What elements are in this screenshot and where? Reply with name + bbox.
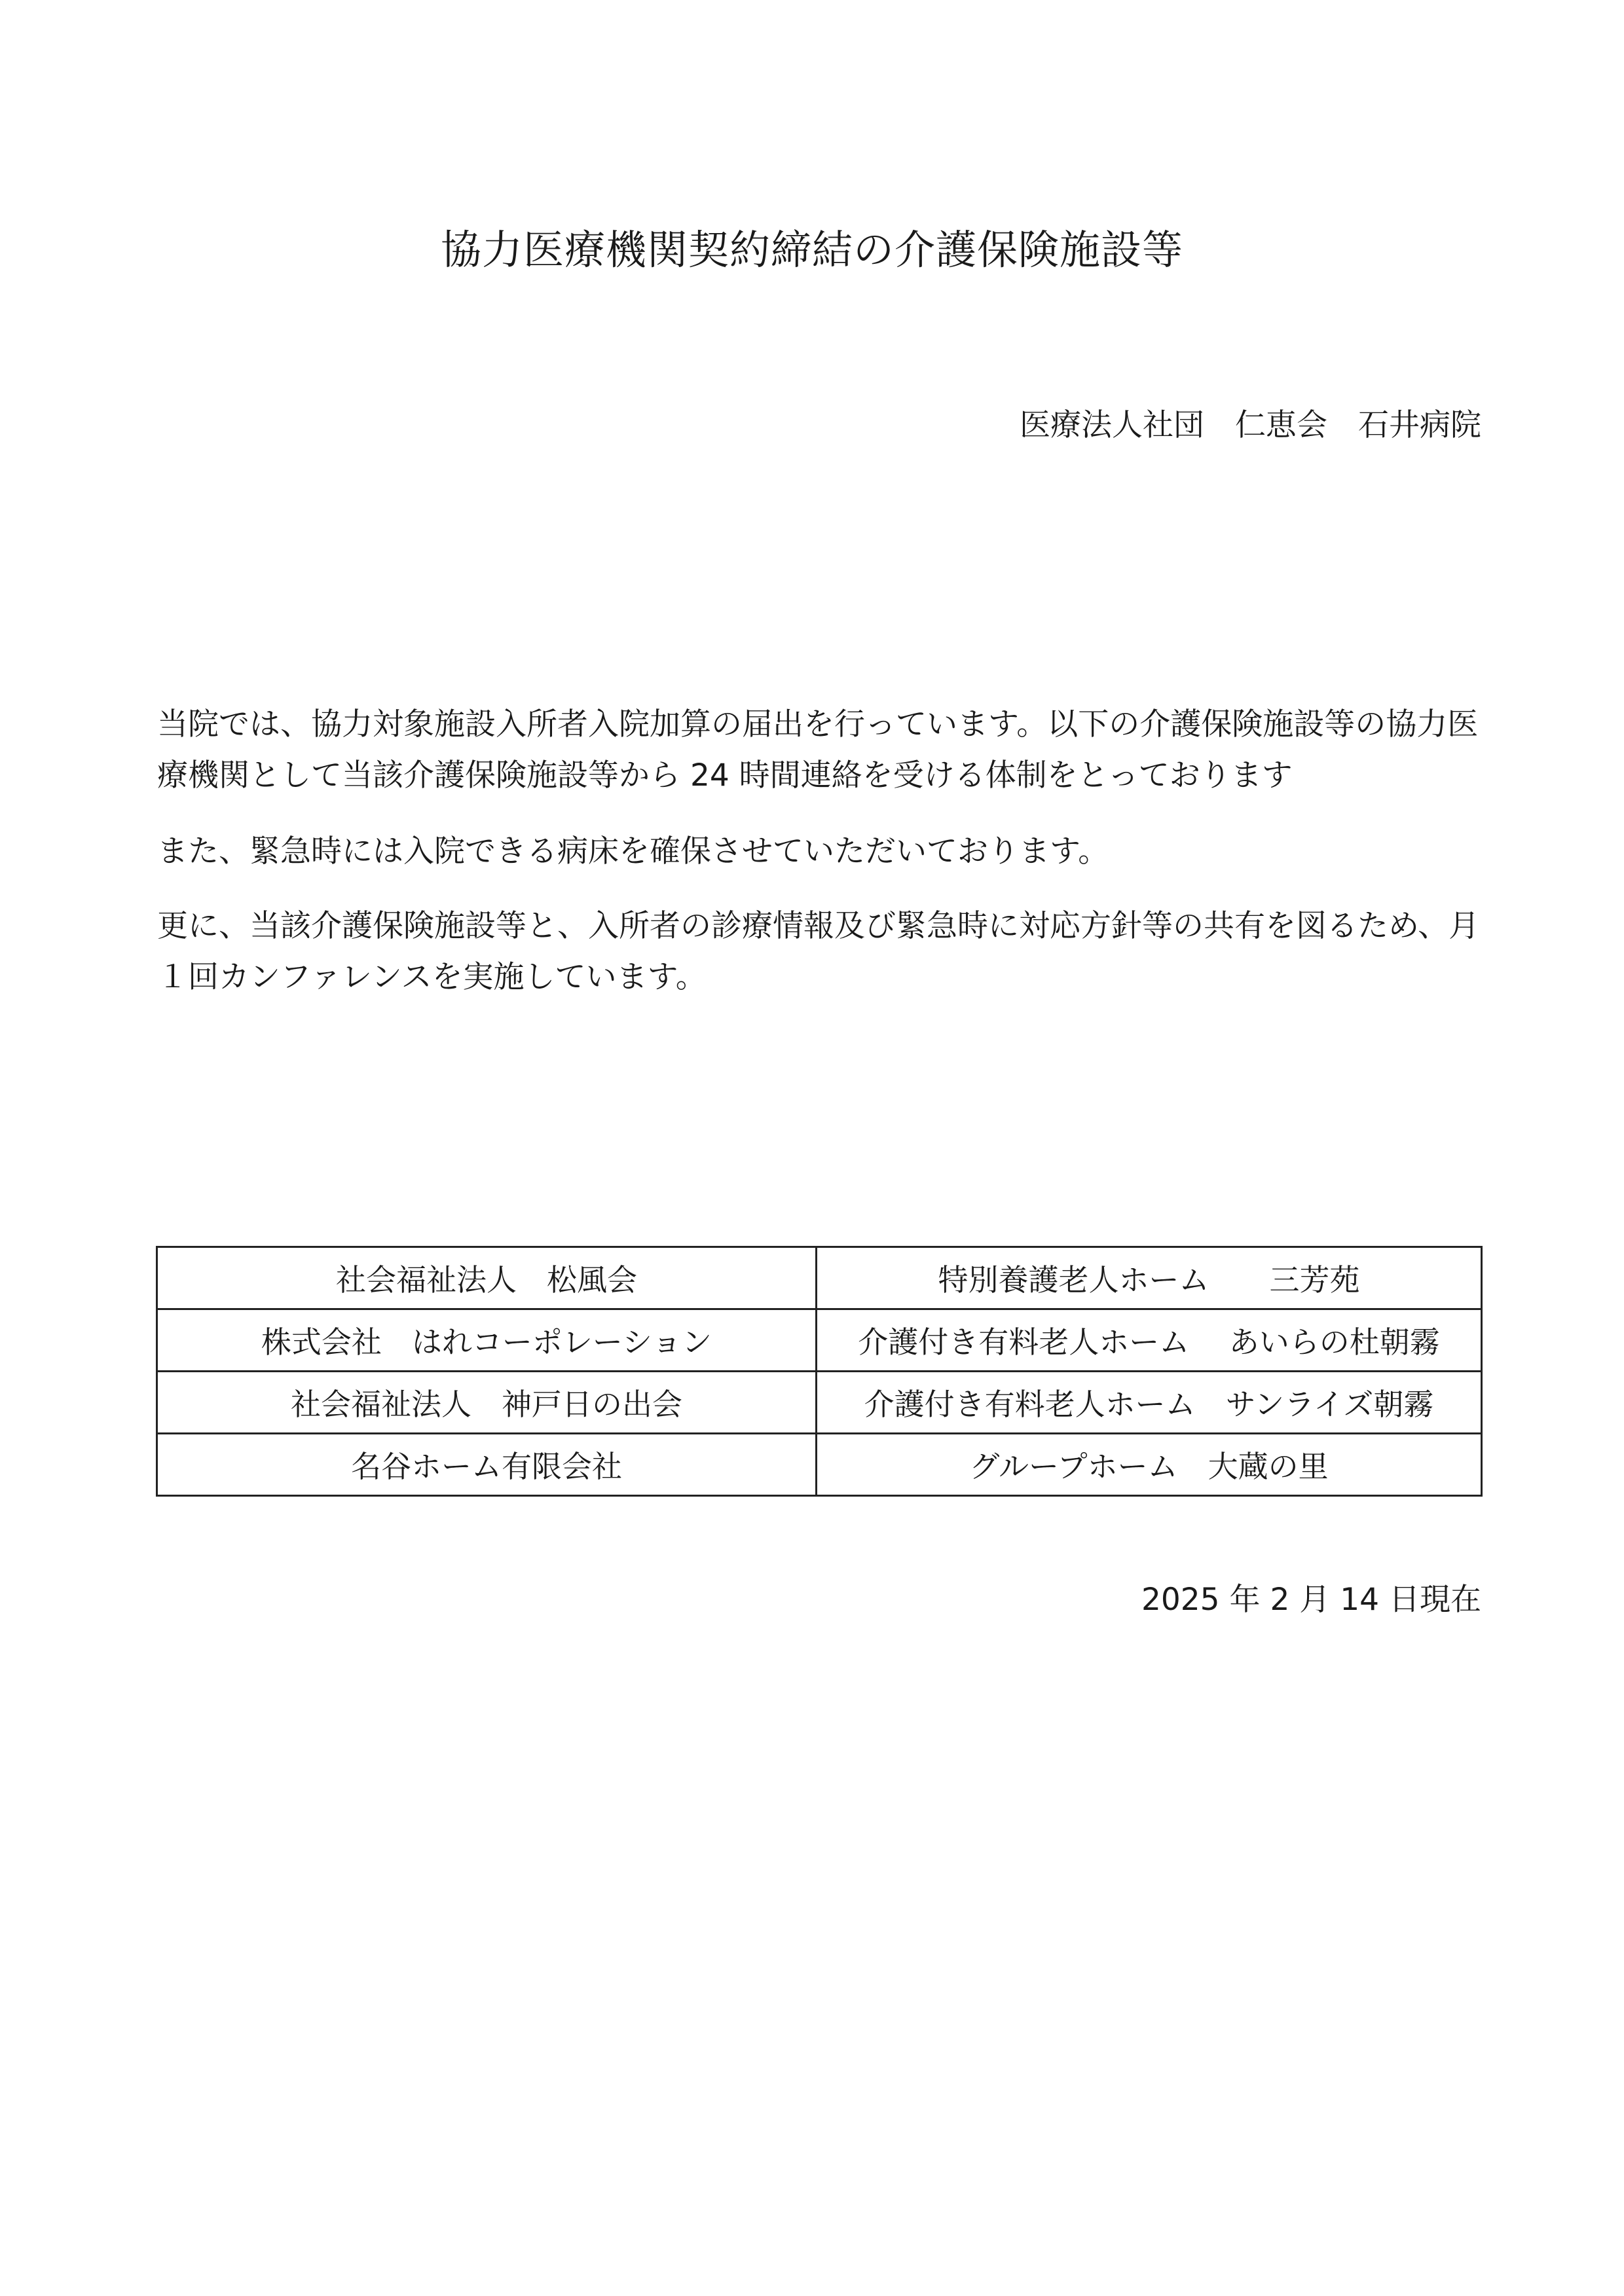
table-row [157,1434,1482,1496]
facility-name-cell: 介護付き有料老人ホーム サンライズ朝霧 [817,1372,1482,1434]
table-row [157,1309,1482,1372]
table-row [157,1247,1482,1309]
facility-name-cell: 介護付き有料老人ホーム あいらの杜朝霧 [817,1309,1482,1372]
facility-name-cell: グループホーム 大蔵の里 [817,1434,1482,1496]
paragraph-emergency-beds: また、緊急時には入院できる病床を確保させていただいております。 [157,833,1109,869]
facility-operator-cell: 社会福祉法人 神戸日の出会 [157,1372,817,1434]
paragraph-notification: 当院では、協力対象施設入所者入院加算の届出を行っています。以下の介護保険施設等の協力医療機関として当該介護保険施設等から 24 時間連絡を受ける体制をとっております [157,706,1479,793]
facility-operator-cell: 名谷ホーム有限会社 [157,1434,817,1496]
organization-name: 医療法人社団 仁恵会 石井病院 [1020,407,1481,443]
facility-operator-cell: 株式会社 はれコーポレーション [157,1309,817,1372]
page-title: 協力医療機関契約締結の介護保険施設等 [440,226,1183,274]
facility-table [156,1246,1483,1497]
paragraph-conference: 更に、当該介護保険施設等と、入所者の診療情報及び緊急時に対応方針等の共有を図るため、月１回カンファレンスを実施しています。 [157,908,1480,995]
facility-name-cell: 特別養護老人ホーム 三芳苑 [817,1247,1482,1309]
facility-operator-cell: 社会福祉法人 松風会 [157,1247,817,1309]
as-of-date: 2025 年 2 月 14 日現在 [1141,1582,1481,1618]
table-row [157,1372,1482,1434]
